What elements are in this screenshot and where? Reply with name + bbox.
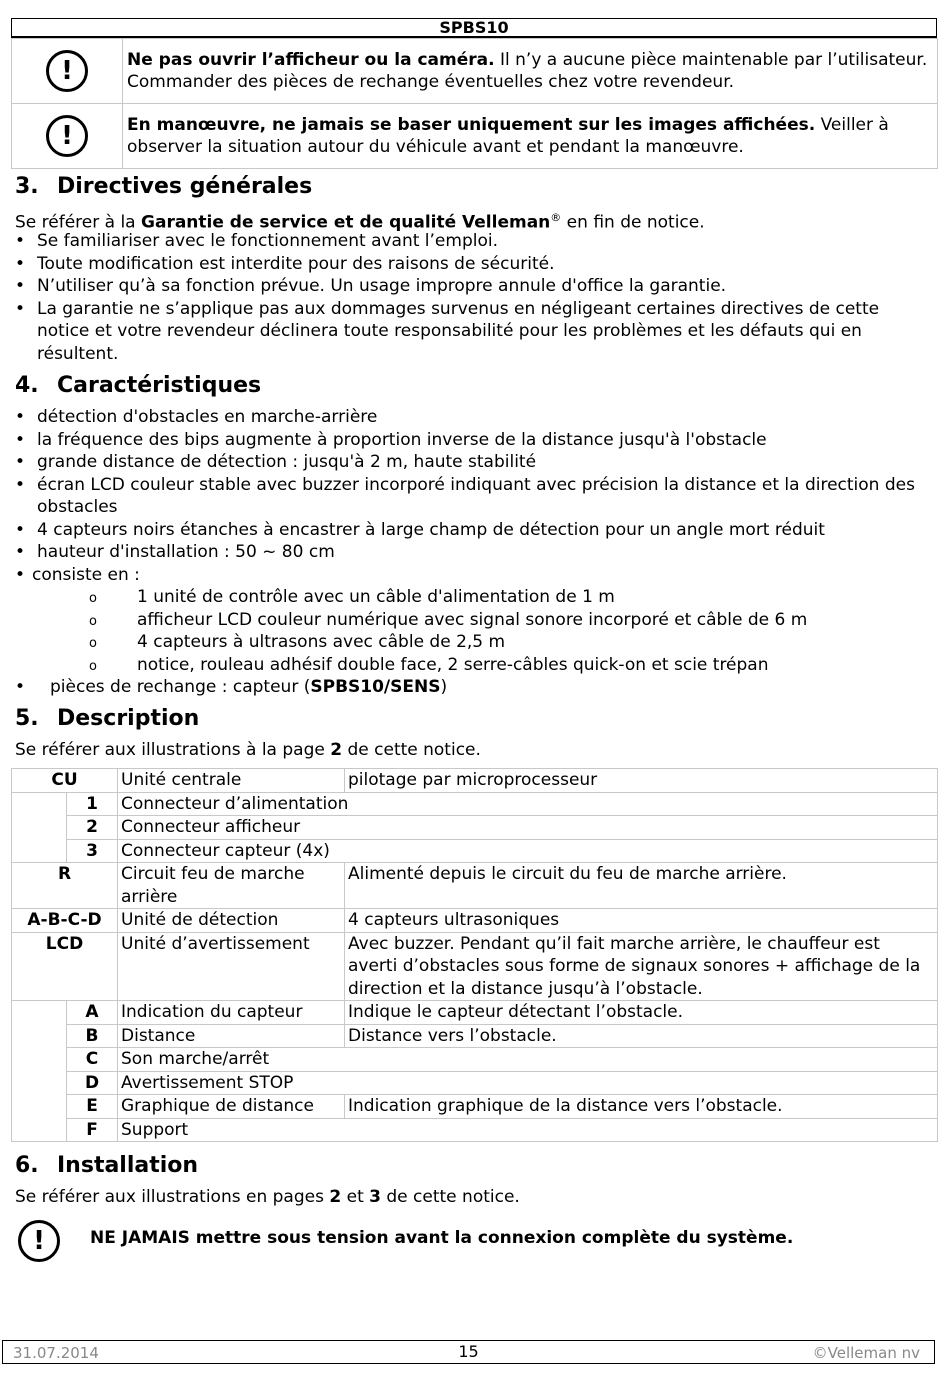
installation-warning: ! NE JAMAIS mettre sous tension avant la connexion complète du système.: [18, 1220, 918, 1260]
table-row: F Support: [12, 1118, 938, 1142]
exclamation-circle-icon: !: [46, 50, 88, 92]
section-4-list: [15, 406, 930, 699]
list-item: • La garantie ne s’applique pas aux dommages survenus en négligeant certaines directives de cette notice et votre revendeur déclinera toute responsabilité pour les problèmes et les défauts qui en résultent.: [15, 298, 930, 366]
section-heading-5: 5. Description: [15, 706, 200, 731]
footer-copyright: ©Velleman nv: [812, 1344, 920, 1362]
table-row: D Avertissement STOP: [12, 1071, 938, 1095]
table-row: CU Unité centrale pilotage par microprocesseur: [12, 769, 938, 793]
table-row: C Son marche/arrêt: [12, 1048, 938, 1072]
sub-list-item: o afficheur LCD couleur numérique avec signal sonore incorporé et câble de 6 m: [15, 609, 930, 632]
list-item: • détection d'obstacles en marche-arrière: [15, 406, 930, 429]
page-header-model: SPBS10: [11, 18, 937, 38]
table-row: E Graphique de distance Indication graphique de la distance vers l’obstacle.: [12, 1095, 938, 1119]
page-footer: [2, 1340, 935, 1364]
warning-text: En manœuvre, ne jamais se baser uniquement sur les images affichées. Veiller à observer la situation autour du véhicule avant et pendant la manœuvre.: [123, 104, 938, 169]
exclamation-circle-icon: !: [18, 1220, 60, 1262]
list-item: • la fréquence des bips augmente à proportion inverse de la distance jusqu'à l'obstacle: [15, 429, 930, 452]
list-item: • écran LCD couleur stable avec buzzer incorporé indiquant avec précision la distance et la direction des obstacles: [15, 474, 930, 519]
sub-list-container: [15, 586, 930, 676]
warning-row: [12, 39, 938, 104]
table-row: A Indication du capteur Indique le capteur détectant l’obstacle.: [12, 1001, 938, 1025]
sub-list-item: o 4 capteurs à ultrasons avec câble de 2,5 m: [15, 631, 930, 654]
warning-text: Ne pas ouvrir l’afficheur ou la caméra. Il n’y a aucune pièce maintenable par l’utilisateur. Commander des pièces de rechange éventuelles chez votre revendeur.: [123, 39, 938, 104]
list-item: • pièces de rechange : capteur (SPBS10/SENS): [15, 676, 930, 699]
list-item: • hauteur d'installation : 50 ~ 80 cm: [15, 541, 930, 564]
section-heading-4: 4. Caractéristiques: [15, 373, 262, 398]
list-item: • N’utiliser qu’à sa fonction prévue. Un usage impropre annule d'office la garantie.: [15, 275, 930, 298]
section-5-intro: Se référer aux illustrations à la page 2 de cette notice.: [15, 740, 481, 760]
table-row: 3 Connecteur capteur (4x): [12, 839, 938, 863]
list-item: • Toute modification est interdite pour des raisons de sécurité.: [15, 253, 930, 276]
section-3-intro: Se référer à la Garantie de service et de qualité Velleman® en fin de notice.: [15, 211, 705, 233]
section-heading-6: 6. Installation: [15, 1153, 199, 1178]
table-row: LCD Unité d’avertissement Avec buzzer. Pendant qu’il fait marche arrière, le chauffeur est averti d’obstacles sous forme de signaux sonores + affichage de la direction et la distance jusqu’à l’obstacle.: [12, 932, 938, 1001]
warning-table: [11, 38, 938, 169]
table-row: R Circuit feu de marche arrière Alimenté depuis le circuit du feu de marche arrière.: [12, 863, 938, 909]
table-row: B Distance Distance vers l’obstacle.: [12, 1024, 938, 1048]
table-row: 1 Connecteur d’alimentation: [12, 792, 938, 816]
list-item: • grande distance de détection : jusqu'à 2 m, haute stabilité: [15, 451, 930, 474]
list-item: • Se familiariser avec le fonctionnement avant l’emploi.: [15, 230, 930, 253]
exclamation-circle-icon: !: [46, 115, 88, 157]
list-item: • 4 capteurs noirs étanches à encastrer à large champ de détection pour un angle mort réduit: [15, 519, 930, 542]
table-row: 2 Connecteur afficheur: [12, 816, 938, 840]
section-3-list: [15, 230, 930, 365]
table-row: A-B-C-D Unité de détection 4 capteurs ultrasoniques: [12, 909, 938, 933]
list-item: • consiste en :: [15, 564, 930, 587]
sub-list-item: o 1 unité de contrôle avec un câble d'alimentation de 1 m: [15, 586, 930, 609]
sub-list-item: o notice, rouleau adhésif double face, 2 serre-câbles quick-on et scie trépan: [15, 654, 930, 677]
section-6-intro: Se référer aux illustrations en pages 2 et 3 de cette notice.: [15, 1187, 520, 1207]
description-table: [11, 768, 938, 1142]
page-number: 15: [458, 1342, 479, 1361]
warning-row: [12, 104, 938, 169]
footer-date: 31.07.2014: [13, 1344, 99, 1362]
section-heading-3: 3. Directives générales: [15, 174, 313, 199]
consists-list: [15, 586, 930, 676]
